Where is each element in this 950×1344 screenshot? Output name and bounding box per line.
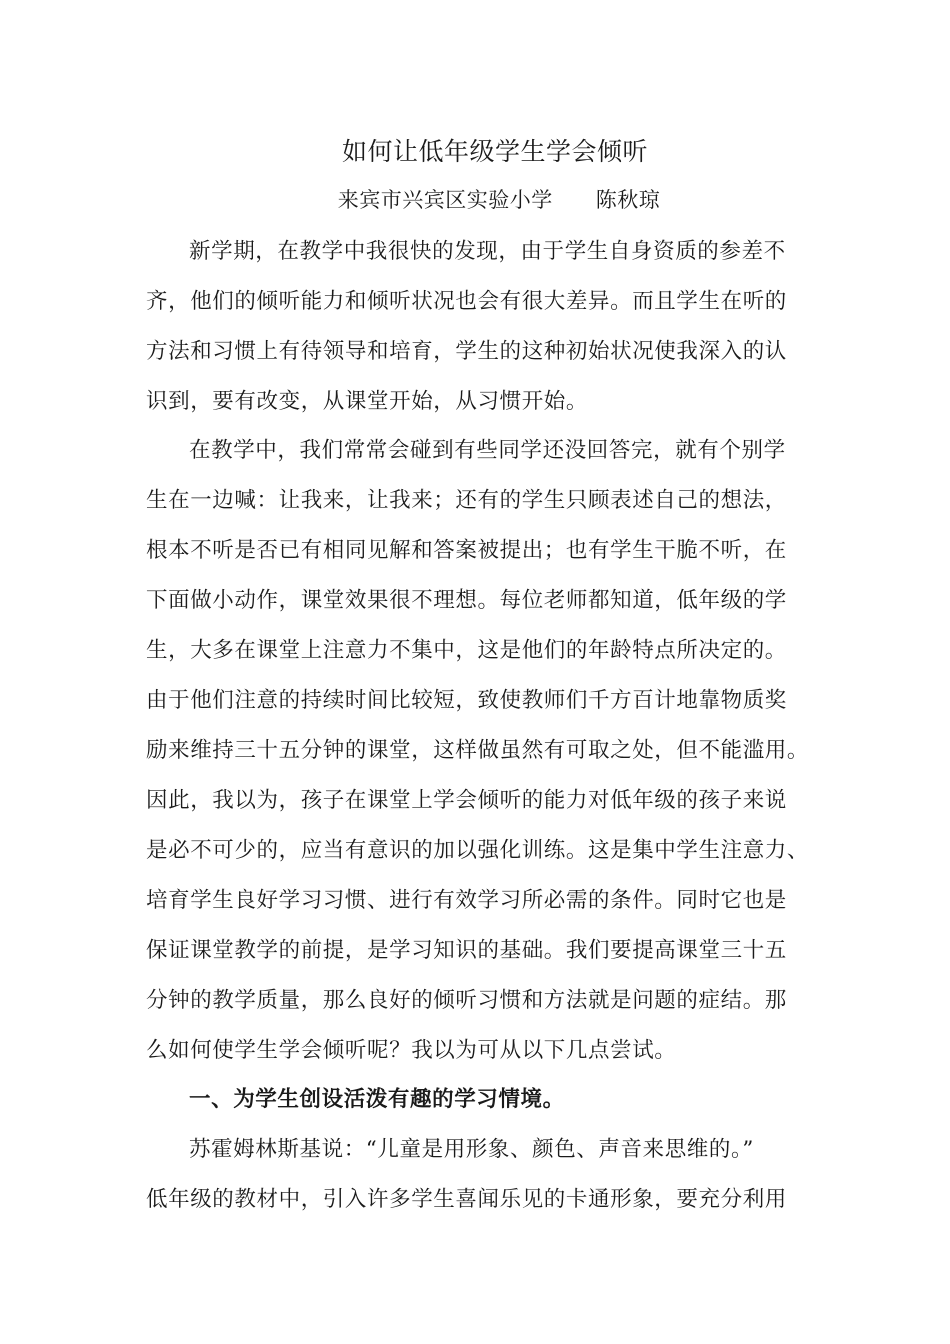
paragraph-2-line-10: 培育学生良好学习习惯、进行有效学习所必需的条件。同时它也是 (146, 888, 787, 913)
document-title: 如何让低年级学生学会倾听 (341, 137, 648, 166)
paragraph-2-line-1: 在教学中，我们常常会碰到有些同学还没回答完，就有个别学 (189, 438, 786, 463)
paragraph-2-line-4: 下面做小动作，课堂效果很不理想。每位老师都知道，低年级的学 (146, 588, 787, 613)
paragraph-3-line-2: 低年级的教材中，引入许多学生喜闻乐见的卡通形象，要充分利用 (146, 1187, 787, 1212)
paragraph-1-line-2: 齐，他们的倾听能力和倾听状况也会有很大差异。而且学生在听的 (146, 289, 787, 314)
paragraph-1-line-3: 方法和习惯上有待领导和培育，学生的这种初始状况使我深入的认 (146, 339, 787, 364)
paragraph-2-line-3: 根本不听是否已有相同见解和答案被提出；也有学生干脆不听，在 (146, 538, 787, 563)
author-byline: 来宾市兴宾区实验小学 陈秋琼 (337, 188, 661, 212)
paragraph-2-line-7: 励来维持三十五分钟的课堂，这样做虽然有可取之处，但不能滥用。 (146, 738, 810, 763)
paragraph-2-line-2: 生在一边喊：让我来，让我来；还有的学生只顾表述自己的想法， (146, 488, 787, 513)
paragraph-3-line-1: 苏霍姆林斯基说：“儿童是用形象、颜色、声音来思维的。” (189, 1137, 754, 1162)
paragraph-2-line-13: 么如何使学生学会倾听呢？我以为可从以下几点尝试。 (146, 1038, 677, 1063)
paragraph-2-line-6: 由于他们注意的持续时间比较短，致使教师们千方百计地靠物质奖 (146, 688, 787, 713)
paragraph-2-line-12: 分钟的教学质量，那么良好的倾听习惯和方法就是问题的症结。那 (146, 988, 787, 1013)
paragraph-1-line-4: 识到，要有改变，从课堂开始，从习惯开始。 (146, 389, 589, 414)
paragraph-1-line-1: 新学期，在教学中我很快的发现，由于学生自身资质的参差不 (189, 239, 786, 264)
paragraph-2-line-5: 生，大多在课堂上注意力不集中，这是他们的年龄特点所决定的。 (146, 638, 787, 663)
section-heading-1: 一、为学生创设活泼有趣的学习情境。 (189, 1087, 565, 1112)
paragraph-2-line-9: 是必不可少的，应当有意识的加以强化训练。这是集中学生注意力、 (146, 838, 810, 863)
paragraph-2-line-11: 保证课堂教学的前提，是学习知识的基础。我们要提高课堂三十五 (146, 938, 787, 963)
paragraph-2-line-8: 因此，我以为，孩子在课堂上学会倾听的能力对低年级的孩子来说 (146, 788, 787, 813)
